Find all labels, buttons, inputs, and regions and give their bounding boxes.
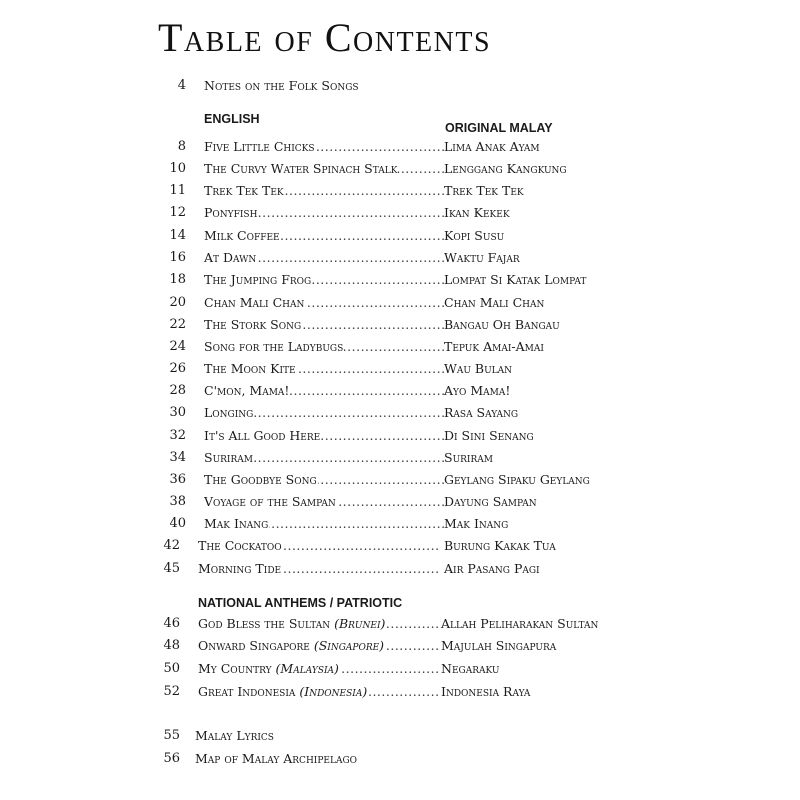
page-number: 42 xyxy=(163,538,180,553)
malay-title: Suriram xyxy=(444,450,493,465)
page-number: 38 xyxy=(169,494,186,509)
english-title-cell xyxy=(204,272,444,287)
english-title-cell xyxy=(204,205,444,220)
malay-title: Mak Inang xyxy=(444,516,509,531)
english-title xyxy=(198,661,340,676)
english-title-cell xyxy=(204,383,444,398)
malay-title: Wau Bulan xyxy=(444,361,513,376)
english-header: ENGLISH xyxy=(204,112,260,126)
english-title-cell xyxy=(204,339,444,354)
english-title: The Stork Song xyxy=(204,317,302,332)
malay-title: Indonesia Raya xyxy=(441,684,531,699)
page-number: 45 xyxy=(163,561,180,576)
english-title-cell xyxy=(204,472,444,487)
appendix-label: Malay Lyrics xyxy=(195,728,274,743)
english-title-cell xyxy=(204,228,444,243)
page-number: 56 xyxy=(163,751,180,766)
english-title: Voyage of the Sampan xyxy=(204,494,336,509)
malay-title: Waktu Fajar xyxy=(444,250,520,265)
malay-title: Ayo Mama! xyxy=(444,383,511,398)
english-title-cell xyxy=(204,494,444,509)
page-number: 26 xyxy=(169,361,186,376)
english-title-cell xyxy=(204,161,444,176)
page-number: 34 xyxy=(169,450,186,465)
page-number: 48 xyxy=(163,638,180,653)
malay-title: Lenggang Kangkung xyxy=(444,161,567,176)
anthem-country: (Indonesia) xyxy=(299,684,368,699)
page-number: 28 xyxy=(169,383,186,398)
english-title: Trek Tek Tek xyxy=(204,183,284,198)
english-title: The Goodbye Song xyxy=(204,472,317,487)
english-title-cell xyxy=(204,317,444,332)
english-title: The Jumping Frog xyxy=(204,272,312,287)
page-number: 11 xyxy=(169,183,186,198)
anthem-title: My Country xyxy=(198,661,272,676)
english-title-cell xyxy=(204,183,444,198)
english-title: Longing xyxy=(204,405,254,420)
english-title: Five Little Chicks xyxy=(204,139,315,154)
malay-title: Majulah Singapura xyxy=(441,638,557,653)
page-number: 30 xyxy=(169,405,186,420)
malay-title: Lima Anak Ayam xyxy=(444,139,540,154)
english-title: The Cockatoo xyxy=(198,538,282,553)
anthem-title: Great Indonesia xyxy=(198,684,296,699)
notes-label: Notes on the Folk Songs xyxy=(204,78,359,93)
anthem-country: (Brunei) xyxy=(334,616,386,631)
english-title: Mak Inang xyxy=(204,516,269,531)
original-header: ORIGINAL MALAY xyxy=(445,121,553,135)
english-title: The Curvy Water Spinach Stalk xyxy=(204,161,398,176)
page-number: 14 xyxy=(169,228,186,243)
english-title: The Moon Kite xyxy=(204,361,296,376)
malay-title: Geylang Sipaku Geylang xyxy=(444,472,590,487)
english-title: Song for the Ladybugs xyxy=(204,339,344,354)
english-title-cell xyxy=(198,616,438,631)
english-title: Milk Coffee xyxy=(204,228,280,243)
malay-title: Rasa Sayang xyxy=(444,405,519,420)
english-title-cell xyxy=(204,516,444,531)
anthem-country: (Singapore) xyxy=(313,638,385,653)
english-title xyxy=(198,684,368,699)
malay-title: Tepuk Amai-Amai xyxy=(444,339,544,354)
page-number: 4 xyxy=(177,78,186,93)
english-title-cell xyxy=(198,638,438,653)
english-title-cell xyxy=(204,139,444,154)
english-title xyxy=(198,616,386,631)
malay-title: Air Pasang Pagi xyxy=(444,561,540,576)
page-number: 32 xyxy=(169,428,186,443)
english-title: Morning Tide xyxy=(198,561,282,576)
malay-title: Kopi Susu xyxy=(444,228,505,243)
english-title: It's All Good Here xyxy=(204,428,321,443)
page-number: 18 xyxy=(169,272,186,287)
page-number: 40 xyxy=(169,516,186,531)
english-title-cell xyxy=(204,250,444,265)
page-number: 46 xyxy=(163,616,180,631)
english-title-cell xyxy=(204,361,444,376)
anthem-country: (Malaysia) xyxy=(275,661,339,676)
malay-title: Negaraku xyxy=(441,661,500,676)
english-title-cell xyxy=(204,450,444,465)
malay-title: Di Sini Senang xyxy=(444,428,534,443)
page-number: 16 xyxy=(169,250,186,265)
english-title-cell xyxy=(198,661,438,676)
page-number: 24 xyxy=(169,339,186,354)
english-title-cell xyxy=(198,538,438,553)
english-title-cell xyxy=(204,428,444,443)
english-title-cell xyxy=(198,684,438,699)
anthem-title: Onward Singapore xyxy=(198,638,310,653)
malay-title: Bangau Oh Bangau xyxy=(444,317,560,332)
malay-title: Allah Peliharakan Sultan xyxy=(441,616,599,631)
page-number: 20 xyxy=(169,295,186,310)
page-number: 22 xyxy=(169,317,186,332)
page-number: 8 xyxy=(177,139,186,154)
malay-title: Lompat Si Katak Lompat xyxy=(444,272,587,287)
english-title: Ponyfish xyxy=(204,205,258,220)
page-title: Table of Contents xyxy=(158,15,492,60)
malay-title: Chan Mali Chan xyxy=(444,295,545,310)
english-title: Suriram xyxy=(204,450,253,465)
english-title: At Dawn xyxy=(204,250,257,265)
page-number: 10 xyxy=(169,161,186,176)
appendix-label: Map of Malay Archipelago xyxy=(195,751,358,766)
malay-title: Dayung Sampan xyxy=(444,494,537,509)
page-number: 50 xyxy=(163,661,180,676)
malay-title: Burung Kakak Tua xyxy=(444,538,556,553)
english-title-cell xyxy=(204,405,444,420)
page-number: 52 xyxy=(163,684,180,699)
english-title-cell xyxy=(198,561,438,576)
anthem-title: God Bless the Sultan xyxy=(198,616,331,631)
english-title-cell xyxy=(204,295,444,310)
page-number: 12 xyxy=(169,205,186,220)
english-title: C'mon, Mama! xyxy=(204,383,290,398)
english-title xyxy=(198,638,385,653)
page-number: 36 xyxy=(169,472,186,487)
malay-title: Ikan Kekek xyxy=(444,205,510,220)
page-number: 55 xyxy=(163,728,180,743)
anthems-header: NATIONAL ANTHEMS / PATRIOTIC xyxy=(198,596,403,610)
malay-title: Trek Tek Tek xyxy=(444,183,524,198)
english-title: Chan Mali Chan xyxy=(204,295,305,310)
